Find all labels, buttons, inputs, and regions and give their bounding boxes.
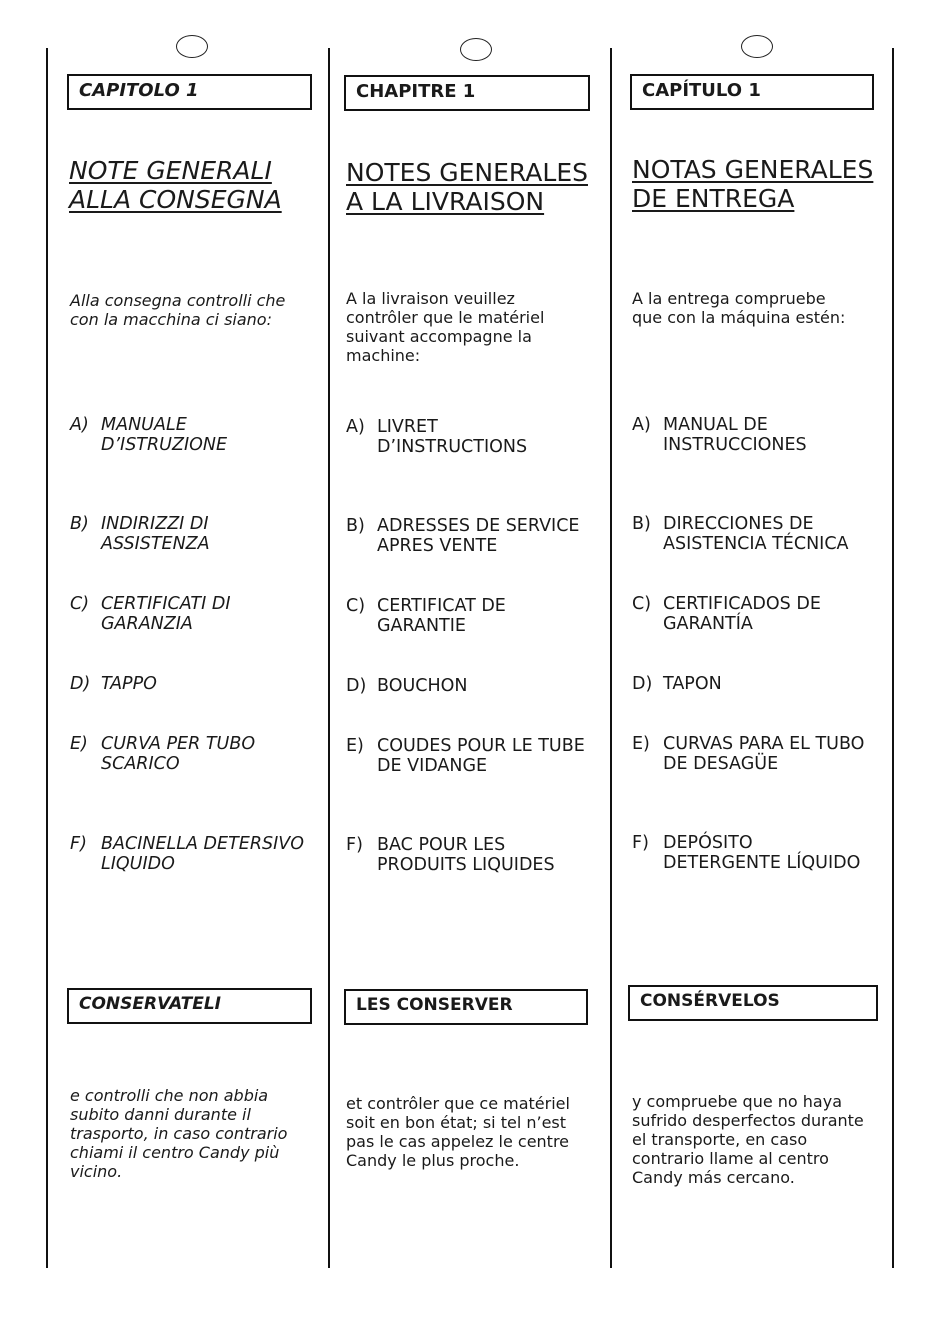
closing-line: trasporto, in caso contrario — [70, 1124, 288, 1143]
list-item-text: GARANTIE — [377, 616, 466, 636]
keep-heading: CONSERVATELI — [67, 988, 312, 1024]
list-item-text: DEPÓSITO — [663, 833, 753, 853]
intro-line: A la livraison veuillez — [346, 289, 515, 308]
list-letter: B) — [346, 516, 365, 536]
list-letter: C) — [70, 594, 90, 614]
list-item-text: PRODUITS LIQUIDES — [377, 855, 555, 875]
list-item-text: CURVA PER TUBO — [101, 734, 256, 754]
list-item-text: CURVAS PARA EL TUBO — [663, 734, 865, 754]
list-item-text: CERTIFICAT DE — [377, 596, 506, 616]
list-item-text: SCARICO — [101, 754, 180, 774]
list-item-text: GARANTÍA — [663, 614, 753, 634]
list-letter: A) — [70, 415, 89, 435]
list-item-text: BOUCHON — [377, 676, 468, 696]
list-item-text: ASSISTENZA — [101, 534, 210, 554]
list-item-text: GARANZIA — [101, 614, 193, 634]
intro-line: contrôler que le matériel — [346, 308, 545, 327]
chapter-heading: CAPITOLO 1 — [67, 74, 312, 110]
list-letter: A) — [632, 415, 651, 435]
closing-line: vicino. — [70, 1162, 123, 1181]
list-item-text: DE DESAGÜE — [663, 754, 779, 774]
list-letter: D) — [632, 674, 653, 694]
intro-text — [632, 289, 845, 327]
list-letter: E) — [346, 736, 364, 756]
list-item-text: TAPPO — [101, 674, 157, 694]
list-letter: E) — [70, 734, 88, 754]
list-letter: D) — [70, 674, 91, 694]
intro-line: A la entrega compruebe — [632, 289, 826, 308]
closing-line: et contrôler que ce matériel — [346, 1094, 570, 1113]
list-item-text: TAPON — [663, 674, 722, 694]
intro-line: que con la máquina estén: — [632, 308, 846, 327]
section-title-line: DE ENTREGA — [632, 184, 795, 213]
list-item-text: INDIRIZZI DI — [101, 514, 209, 534]
section-title-line: NOTAS GENERALES — [632, 155, 874, 184]
list-item-text: DETERGENTE LÍQUIDO — [663, 853, 861, 873]
closing-line: subito danni durante il — [70, 1105, 251, 1124]
list-item-text: MANUAL DE — [663, 415, 768, 435]
section-title-line: ALLA CONSEGNA — [69, 185, 282, 214]
section-title-line: A LA LIVRAISON — [346, 187, 545, 216]
chapter-heading: CAPÍTULO 1 — [630, 74, 874, 110]
intro-line: con la macchina ci siano: — [70, 310, 272, 329]
list-letter: B) — [70, 514, 89, 534]
list-item-text: DIRECCIONES DE — [663, 514, 814, 534]
closing-line: contrario llame al centro — [632, 1149, 829, 1168]
closing-line: e controlli che non abbia — [70, 1086, 269, 1105]
list-item-text: COUDES POUR LE TUBE — [377, 736, 585, 756]
intro-line: machine: — [346, 346, 421, 365]
list-item-text: DE VIDANGE — [377, 756, 488, 776]
closing-line: soit en bon état; si tel n’est — [346, 1113, 567, 1132]
closing-line: pas le cas appelez le centre — [346, 1132, 570, 1151]
list-letter: D) — [346, 676, 367, 696]
closing-text — [632, 1092, 864, 1187]
closing-line: y compruebe que no haya — [632, 1092, 842, 1111]
list-letter: E) — [632, 734, 650, 754]
list-item-text: MANUALE — [101, 415, 187, 435]
list-item-text: CERTIFICADOS DE — [663, 594, 821, 614]
list-letter: F) — [346, 835, 363, 855]
language-flag-icon — [741, 35, 773, 58]
list-letter: B) — [632, 514, 651, 534]
list-item-text: INSTRUCCIONES — [663, 435, 807, 455]
list-item-text: BACINELLA DETERSIVO — [101, 834, 304, 854]
list-item-text: D’ISTRUZIONE — [101, 435, 228, 455]
list-letter: C) — [632, 594, 652, 614]
intro-line: Alla consegna controlli che — [70, 291, 286, 310]
closing-line: el transporte, en caso — [632, 1130, 808, 1149]
list-item-text: ADRESSES DE SERVICE — [377, 516, 580, 536]
list-item-text: CERTIFICATI DI — [101, 594, 231, 614]
section-title-line: NOTES GENERALES — [346, 158, 588, 187]
list-letter: F) — [632, 833, 649, 853]
list-letter: C) — [346, 596, 366, 616]
list-item-text: LIQUIDO — [101, 854, 175, 874]
list-item-text: ASISTENCIA TÉCNICA — [663, 534, 849, 554]
closing-line: sufrido desperfectos durante — [632, 1111, 864, 1130]
closing-line: Candy le plus proche. — [346, 1151, 520, 1170]
section-title-line: NOTE GENERALI — [69, 156, 272, 185]
list-item-text: APRES VENTE — [377, 536, 498, 556]
closing-line: Candy más cercano. — [632, 1168, 795, 1187]
list-item-text: D’INSTRUCTIONS — [377, 437, 528, 457]
list-item-text: LIVRET — [377, 417, 438, 437]
list-letter: F) — [70, 834, 87, 854]
section-title — [632, 155, 873, 213]
list-letter: A) — [346, 417, 365, 437]
list-item-text: BAC POUR LES — [377, 835, 506, 855]
intro-line: suivant accompagne la — [346, 327, 532, 346]
chapter-heading: CHAPITRE 1 — [344, 75, 590, 111]
keep-heading: CONSÉRVELOS — [628, 985, 878, 1021]
closing-line: chiami il centro Candy più — [70, 1143, 280, 1162]
keep-heading: LES CONSERVER — [344, 989, 588, 1025]
